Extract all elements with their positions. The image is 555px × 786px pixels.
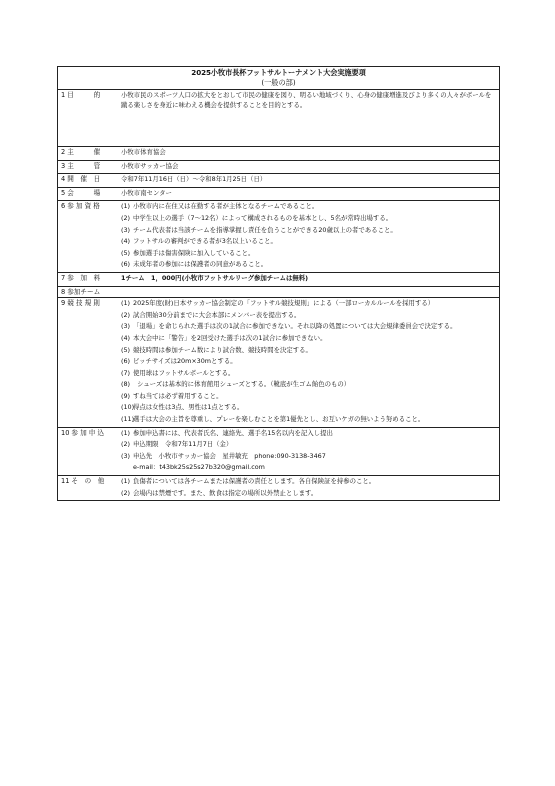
row-label: 9 競 技 規 則	[61, 299, 100, 308]
row-label: 6 参 加 資 格	[61, 202, 100, 211]
list-item: (2) 申込期限 令和7年11月7日（金）	[121, 440, 233, 449]
purpose-text: 小牧市民のスポーツ人口の拡大をとおして市民の健康を図り、明るい地域づくり、心身の健康増進及びより多くの人々がボールを蹴る楽しさを身近に味わえる機会を提供することを目的とする。	[121, 91, 492, 109]
list-item: (5) 参加選手は傷害保険に加入していること。	[121, 248, 255, 257]
document-title: 2025小牧市長杯フットサルトーナメント大会実施要項	[191, 68, 366, 77]
list-item: (1) 2025年度(財)日本サッカー協会制定の「フットサル競技規則」による（一部ローカルルールを採用する）	[121, 299, 435, 308]
list-item: (1) 小牧市内に在住又は在勤する者が主体となるチームであること。	[121, 202, 319, 211]
rules-list	[120, 298, 499, 427]
row-label: 7 参 加 料	[61, 273, 101, 282]
list-item: (1) 参加申込書には、代表者氏名、連絡先、選手名15名以内を記入し提出	[121, 428, 333, 437]
list-item: (5) 競技時間は参加チーム数により試合数、競技時間を決定する。	[121, 345, 312, 354]
document-table	[57, 66, 500, 501]
fee-text: 1チーム 1，000円(小牧市フットサルリーグ参加チームは無料)	[121, 273, 309, 282]
list-item: (3) チーム代表者は当該チームを指導掌握し責任を負うことができる20歳以上の者であること。	[121, 225, 397, 234]
list-item: (7) 使用球はフットサルボールとする。	[121, 368, 235, 377]
list-item: (8) シューズは基本的に体育館用シューズとする。（靴底が生ゴム飴色のもの）	[121, 380, 351, 389]
row-label: 10 参 加 申 込	[61, 428, 105, 437]
email-line: e-mail：t43bk25s25s27b320@gmail.com	[133, 463, 265, 472]
row-fee	[58, 273, 499, 287]
list-item: (6) 未成年者の参加には保護者の同意があること。	[121, 260, 268, 269]
row-host	[58, 147, 499, 161]
document-subtitle: (一般の部)	[261, 78, 296, 87]
list-item: (11) 選手は大会の主旨を尊重し、プレーを楽しむことを第1優先とし、お互いケガの無いよう努めること。	[121, 415, 425, 424]
row-label: 5 会 場	[61, 188, 101, 197]
row-other	[58, 476, 499, 500]
list-item: (4) フットサルの審判ができる者が3名以上いること。	[121, 237, 277, 246]
row-label: 4 開 催 日	[61, 175, 101, 184]
row-rules	[58, 298, 499, 428]
list-item: (1) 負傷者については各チームまたは保護者の責任とします。各自保険証を持参のこと。	[121, 477, 376, 486]
organizer-text: 小牧市サッカー協会	[121, 161, 179, 170]
host-text: 小牧市体育協会	[121, 148, 166, 156]
header-block	[58, 67, 499, 90]
row-teams	[58, 287, 499, 299]
row-venue	[58, 188, 499, 202]
list-item: (9) すね当ては必ず着用すること。	[121, 391, 223, 400]
row-label: 11 そ の 他	[61, 477, 105, 486]
row-dates	[58, 174, 499, 188]
other-list	[120, 476, 499, 500]
list-item: (2) 中学生以上の選手（7～12名）によって構成されるものを基本とし、5名が常時出場する。	[121, 213, 393, 222]
list-item: (10) 得点は女性は3点、男性は1点とする。	[121, 403, 244, 412]
venue-text: 小牧市南センター	[121, 188, 172, 197]
row-label: 1 目 的	[61, 91, 101, 99]
application-list	[120, 428, 499, 475]
row-purpose	[58, 90, 499, 147]
teams-text	[120, 287, 499, 298]
row-organizer	[58, 161, 499, 175]
list-item: (2) 試合開始30分前までに大会本部にメンバー表を提出する。	[121, 310, 301, 319]
eligibility-list	[120, 201, 499, 272]
list-item: (3) 「退場」を命じられた選手は次の1試合に参加できない。それ以降の処置については大会規律委員会で決定する。	[121, 322, 457, 331]
row-application	[58, 428, 499, 476]
list-item: (3) 申込先 小牧市サッカー協会 星井敏充 phone:090-3138-3467	[121, 451, 326, 460]
list-item: (4) 本大会中に「警告」を2回受けた選手は次の1試合に参加できない。	[121, 333, 327, 342]
row-label: 8 参加チーム	[61, 287, 101, 296]
dates-text: 令和7年11月16日（日）～令和8年1月25日（日）	[121, 175, 267, 184]
row-eligibility	[58, 201, 499, 273]
row-label: 3 主 管	[61, 161, 101, 170]
list-item: (6) ピッチサイズは20m×30mとする。	[121, 357, 237, 366]
row-label: 2 主 催	[61, 148, 101, 156]
list-item: (2) 会場内は禁煙です。また、飲食は指定の場所以外禁止とします。	[121, 488, 318, 497]
